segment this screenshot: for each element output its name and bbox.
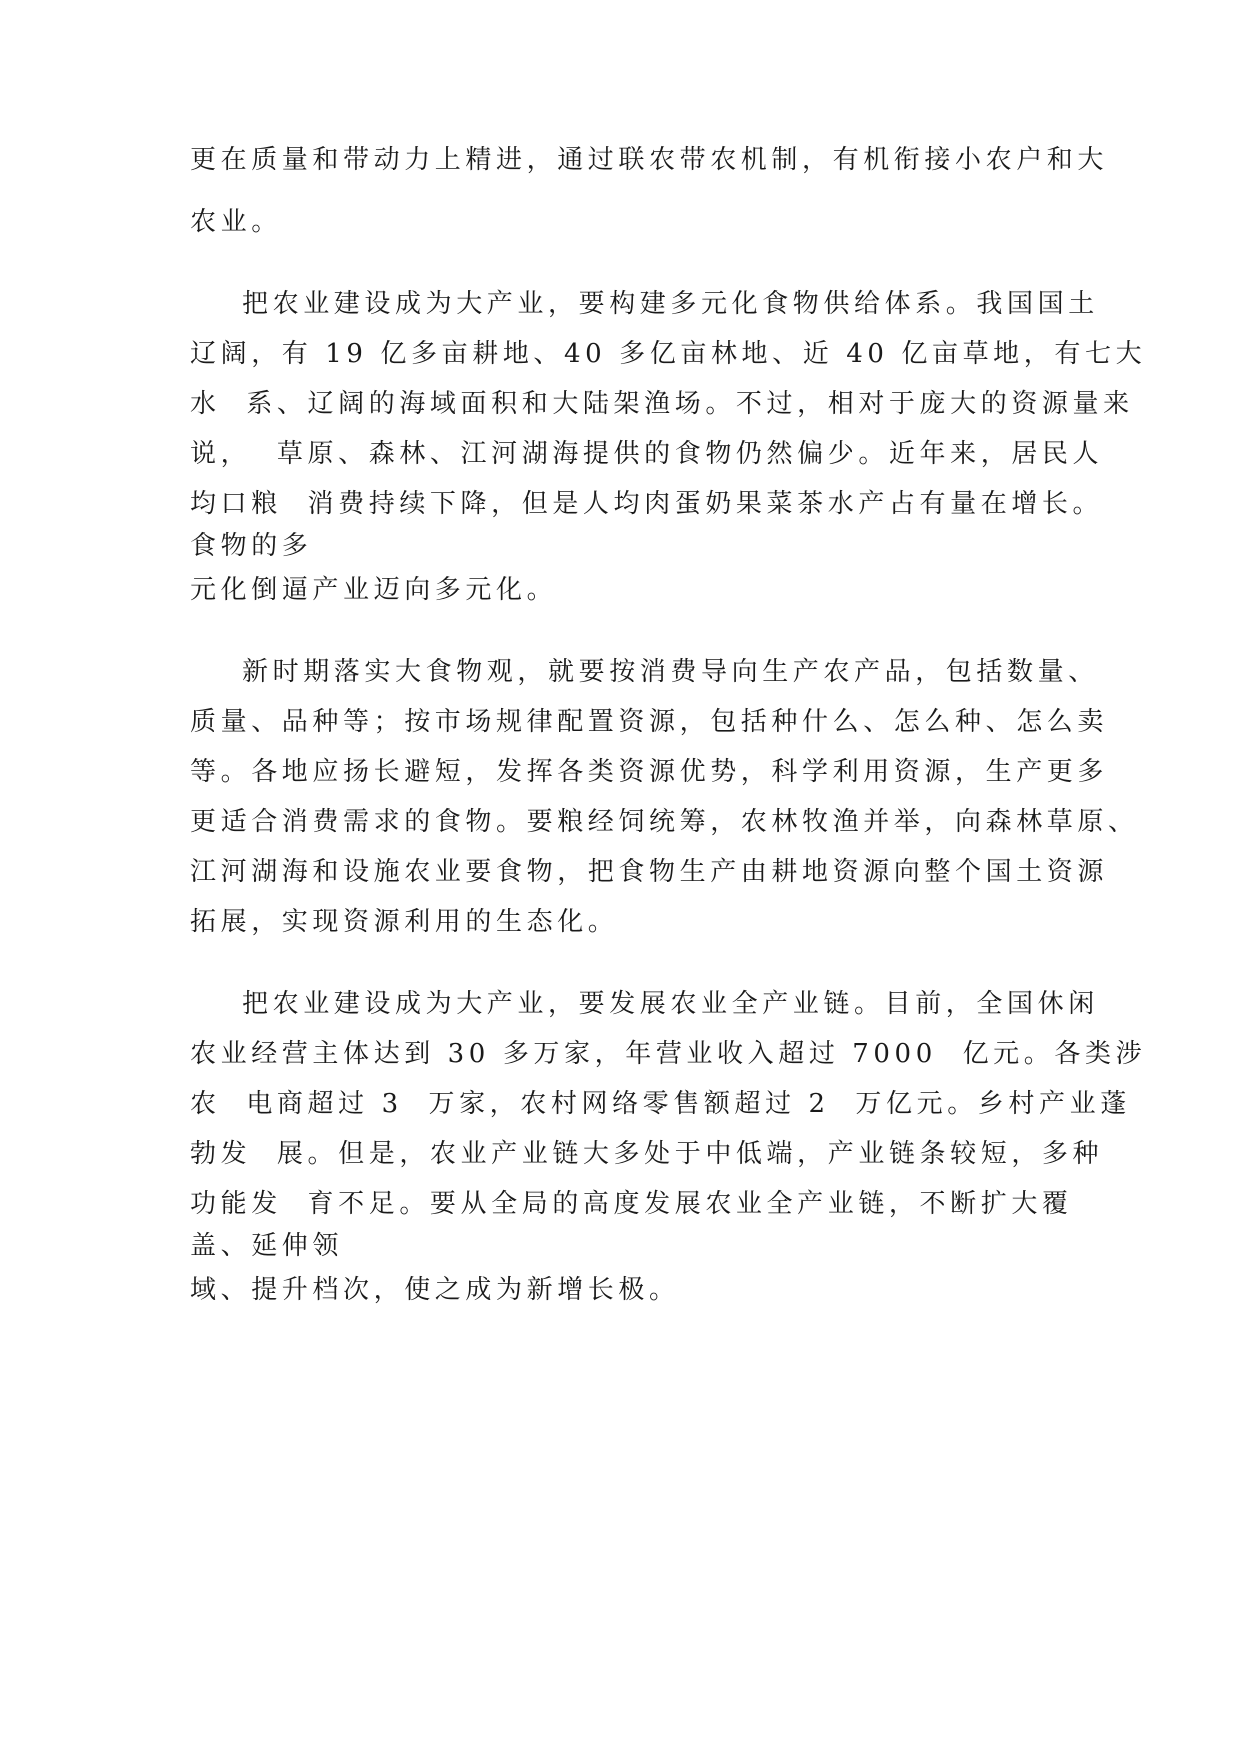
paragraph-4-line-2: 农业经营主体达到 30 多万家，年营业收入超过 7000 亿元。各类涉: [190, 1039, 1147, 1069]
paragraph-3-line-5: 江河湖海和设施农业要食物，把食物生产由耕地资源向整个国土资源: [190, 857, 1109, 887]
paragraph-2-line-3: 水 系、辽阔的海域面积和大陆架渔场。不过，相对于庞大的资源量来: [190, 389, 1134, 419]
paragraph-4-line-4: 勃发 展。但是，农业产业链大多处于中低端，产业链条较短，多种: [190, 1139, 1104, 1169]
paragraph-2-line-7: 元化倒逼产业迈向多元化。: [190, 575, 558, 605]
paragraph-1-line-2: 农业。: [190, 207, 282, 237]
paragraph-3-line-6: 拓展，实现资源利用的生态化。: [190, 907, 619, 937]
paragraph-3-line-1: 新时期落实大食物观，就要按消费导向生产农产品，包括数量、: [242, 657, 1099, 687]
paragraph-4-line-1: 把农业建设成为大产业，要发展农业全产业链。目前，全国休闲: [242, 989, 1099, 1019]
paragraph-4-line-5: 功能发 育不足。要从全局的高度发展农业全产业链，不断扩大覆: [190, 1189, 1073, 1219]
paragraph-4-line-7: 域、提升档次，使之成为新增长极。: [190, 1275, 680, 1305]
paragraph-2-line-1: 把农业建设成为大产业，要构建多元化食物供给体系。我国国土: [242, 289, 1099, 319]
paragraph-1-line-1: 更在质量和带动力上精进，通过联农带农机制，有机衔接小农户和大: [190, 145, 1109, 175]
paragraph-2-line-5: 均口粮 消费持续下降，但是人均肉蛋奶果菜茶水产占有量在增长。: [190, 489, 1104, 519]
paragraph-2-line-2: 辽阔，有 19 亿多亩耕地、40 多亿亩林地、近 40 亿亩草地，有七大: [190, 339, 1147, 369]
paragraph-3-line-2: 质量、品种等；按市场规律配置资源，包括种什么、怎么种、怎么卖: [190, 707, 1109, 737]
paragraph-3-line-4: 更适合消费需求的食物。要粮经饲统筹，农林牧渔并举，向森林草原、: [190, 807, 1139, 837]
paragraph-2-line-6: 食物的多: [190, 531, 313, 561]
paragraph-2-line-4: 说， 草原、森林、江河湖海提供的食物仍然偏少。近年来，居民人: [190, 439, 1104, 469]
paragraph-3-line-3: 等。各地应扬长避短，发挥各类资源优势，科学利用资源，生产更多: [190, 757, 1109, 787]
paragraph-4-line-3: 农 电商超过 3 万家，农村网络零售额超过 2 万亿元。乡村产业蓬: [190, 1089, 1131, 1119]
paragraph-4-line-6: 盖、延伸领: [190, 1231, 344, 1261]
